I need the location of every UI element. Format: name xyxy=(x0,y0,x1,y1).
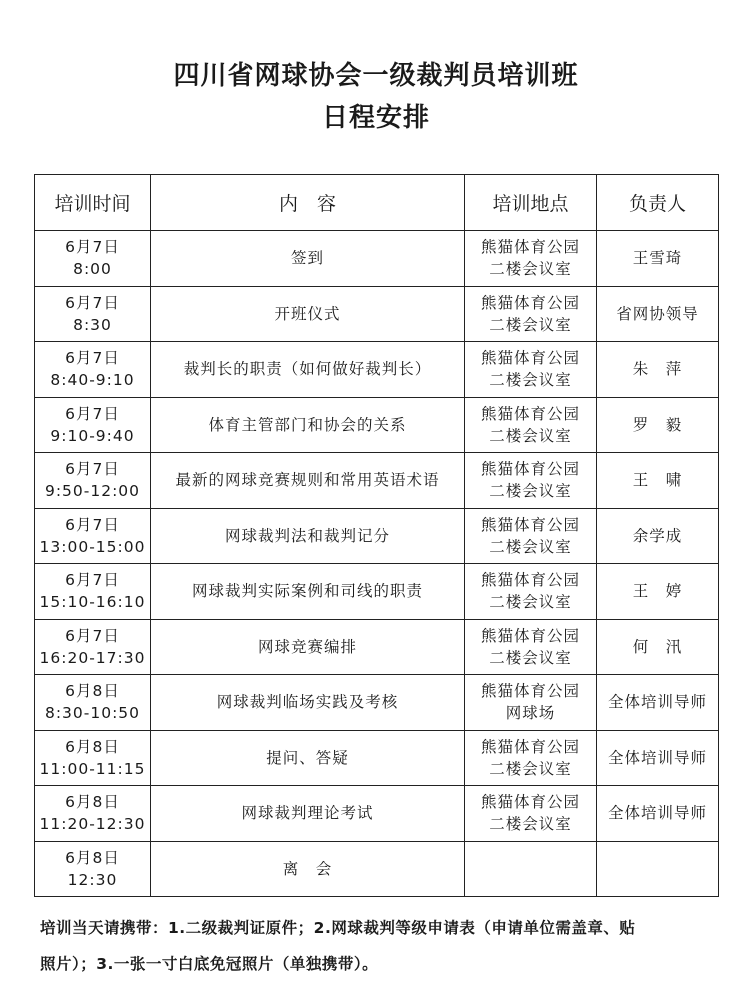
time-text: 13:00-15:00 xyxy=(39,537,146,556)
person-cell: 何 汛 xyxy=(597,619,719,675)
header-location: 培训地点 xyxy=(465,175,597,231)
location-line-1: 熊猫体育公园 xyxy=(480,737,580,756)
date-text: 6月8日 xyxy=(65,793,120,812)
location-line-1: 熊猫体育公园 xyxy=(480,293,580,312)
location-line-1: 熊猫体育公园 xyxy=(480,626,580,645)
location-cell xyxy=(465,397,597,453)
time-cell xyxy=(35,508,151,564)
location-line-2: 网球场 xyxy=(505,704,556,723)
header-time: 培训时间 xyxy=(35,175,151,231)
content-cell: 体育主管部门和协会的关系 xyxy=(151,397,465,453)
table-row xyxy=(35,675,719,731)
person-cell: 王 啸 xyxy=(597,453,719,509)
location-line-1: 熊猫体育公园 xyxy=(480,404,580,423)
content-cell: 签到 xyxy=(151,231,465,287)
table-row xyxy=(35,342,719,398)
date-text: 6月8日 xyxy=(65,848,120,867)
location-line-1: 熊猫体育公园 xyxy=(480,349,580,368)
location-line-2: 二楼会议室 xyxy=(489,371,572,390)
date-text: 6月7日 xyxy=(65,238,120,257)
table-header-row xyxy=(35,175,719,231)
content-cell: 网球裁判理论考试 xyxy=(151,786,465,842)
person-cell: 全体培训导师 xyxy=(597,675,719,731)
content-cell: 网球竞赛编排 xyxy=(151,619,465,675)
location-line-2: 二楼会议室 xyxy=(489,537,572,556)
location-line-2: 二楼会议室 xyxy=(489,426,572,445)
header-content: 内 容 xyxy=(151,175,465,231)
time-text: 16:20-17:30 xyxy=(39,648,146,667)
content-cell: 提问、答疑 xyxy=(151,730,465,786)
header-person: 负责人 xyxy=(597,175,719,231)
location-line-1: 熊猫体育公园 xyxy=(480,460,580,479)
document-title: 四川省网球协会一级裁判员培训班 xyxy=(173,61,579,91)
location-cell xyxy=(465,231,597,287)
location-cell xyxy=(465,675,597,731)
time-text: 11:20-12:30 xyxy=(39,815,146,834)
location-line-1: 熊猫体育公园 xyxy=(480,793,580,812)
location-line-1: 熊猫体育公园 xyxy=(480,515,580,534)
carry-notice xyxy=(40,910,730,982)
time-cell xyxy=(35,231,151,287)
person-cell: 罗 毅 xyxy=(597,397,719,453)
date-text: 6月8日 xyxy=(65,737,120,756)
time-cell xyxy=(35,342,151,398)
table-row xyxy=(35,397,719,453)
date-text: 6月7日 xyxy=(65,626,120,645)
table-row xyxy=(35,841,719,897)
time-text: 9:50-12:00 xyxy=(44,482,141,501)
table-row xyxy=(35,453,719,509)
time-cell xyxy=(35,675,151,731)
location-line-1: 熊猫体育公园 xyxy=(480,571,580,590)
location-cell xyxy=(465,730,597,786)
table-row xyxy=(35,564,719,620)
time-text: 8:00 xyxy=(73,260,112,279)
content-cell: 最新的网球竞赛规则和常用英语术语 xyxy=(151,453,465,509)
location-line-1: 熊猫体育公园 xyxy=(480,238,580,257)
date-text: 6月7日 xyxy=(65,293,120,312)
table-row xyxy=(35,786,719,842)
date-text: 6月7日 xyxy=(65,515,120,534)
table-row xyxy=(35,231,719,287)
time-text: 8:30-10:50 xyxy=(44,704,141,723)
time-cell xyxy=(35,841,151,897)
date-text: 6月8日 xyxy=(65,682,120,701)
date-text: 6月7日 xyxy=(65,460,120,479)
location-line-2: 二楼会议室 xyxy=(489,260,572,279)
location-line-2: 二楼会议室 xyxy=(489,759,572,778)
time-cell xyxy=(35,730,151,786)
location-line-2: 二楼会议室 xyxy=(489,315,572,334)
carry-notice-line-2: 照片）；3.一张一寸白底免冠照片（单独携带）。 xyxy=(40,955,379,973)
time-cell xyxy=(35,286,151,342)
time-text: 8:30 xyxy=(73,315,112,334)
location-cell xyxy=(465,342,597,398)
location-cell xyxy=(465,286,597,342)
person-cell: 王雪琦 xyxy=(597,231,719,287)
content-cell: 开班仪式 xyxy=(151,286,465,342)
date-text: 6月7日 xyxy=(65,349,120,368)
person-cell: 全体培训导师 xyxy=(597,786,719,842)
table-row xyxy=(35,619,719,675)
date-text: 6月7日 xyxy=(65,571,120,590)
location-cell xyxy=(465,841,597,897)
schedule-table xyxy=(34,174,719,897)
content-cell: 裁判长的职责（如何做好裁判长） xyxy=(151,342,465,398)
content-cell: 网球裁判临场实践及考核 xyxy=(151,675,465,731)
table-row xyxy=(35,508,719,564)
location-cell xyxy=(465,453,597,509)
time-cell xyxy=(35,564,151,620)
person-cell: 全体培训导师 xyxy=(597,730,719,786)
person-cell: 余学成 xyxy=(597,508,719,564)
time-cell xyxy=(35,453,151,509)
location-cell xyxy=(465,619,597,675)
location-cell xyxy=(465,508,597,564)
person-cell: 省网协领导 xyxy=(597,286,719,342)
document-subtitle: 日程安排 xyxy=(321,103,430,133)
location-line-2: 二楼会议室 xyxy=(489,648,572,667)
location-line-2: 二楼会议室 xyxy=(489,815,572,834)
time-text: 12:30 xyxy=(67,870,118,889)
content-cell: 网球裁判法和裁判记分 xyxy=(151,508,465,564)
location-cell xyxy=(465,564,597,620)
person-cell: 朱 萍 xyxy=(597,342,719,398)
time-text: 9:10-9:40 xyxy=(50,426,135,445)
table-row xyxy=(35,730,719,786)
table-row xyxy=(35,286,719,342)
location-line-2: 二楼会议室 xyxy=(489,593,572,612)
date-text: 6月7日 xyxy=(65,404,120,423)
time-cell xyxy=(35,786,151,842)
time-cell xyxy=(35,397,151,453)
content-cell: 网球裁判实际案例和司线的职责 xyxy=(151,564,465,620)
time-text: 15:10-16:10 xyxy=(39,593,146,612)
content-cell: 离 会 xyxy=(151,841,465,897)
time-cell xyxy=(35,619,151,675)
location-cell xyxy=(465,786,597,842)
time-text: 11:00-11:15 xyxy=(39,759,146,778)
time-text: 8:40-9:10 xyxy=(50,371,135,390)
carry-notice-line-1: 培训当天请携带：1.二级裁判证原件；2.网球裁判等级申请表（申请单位需盖章、贴 xyxy=(40,919,636,937)
person-cell xyxy=(597,841,719,897)
person-cell: 王 婷 xyxy=(597,564,719,620)
location-line-2: 二楼会议室 xyxy=(489,482,572,501)
location-line-1: 熊猫体育公园 xyxy=(480,682,580,701)
